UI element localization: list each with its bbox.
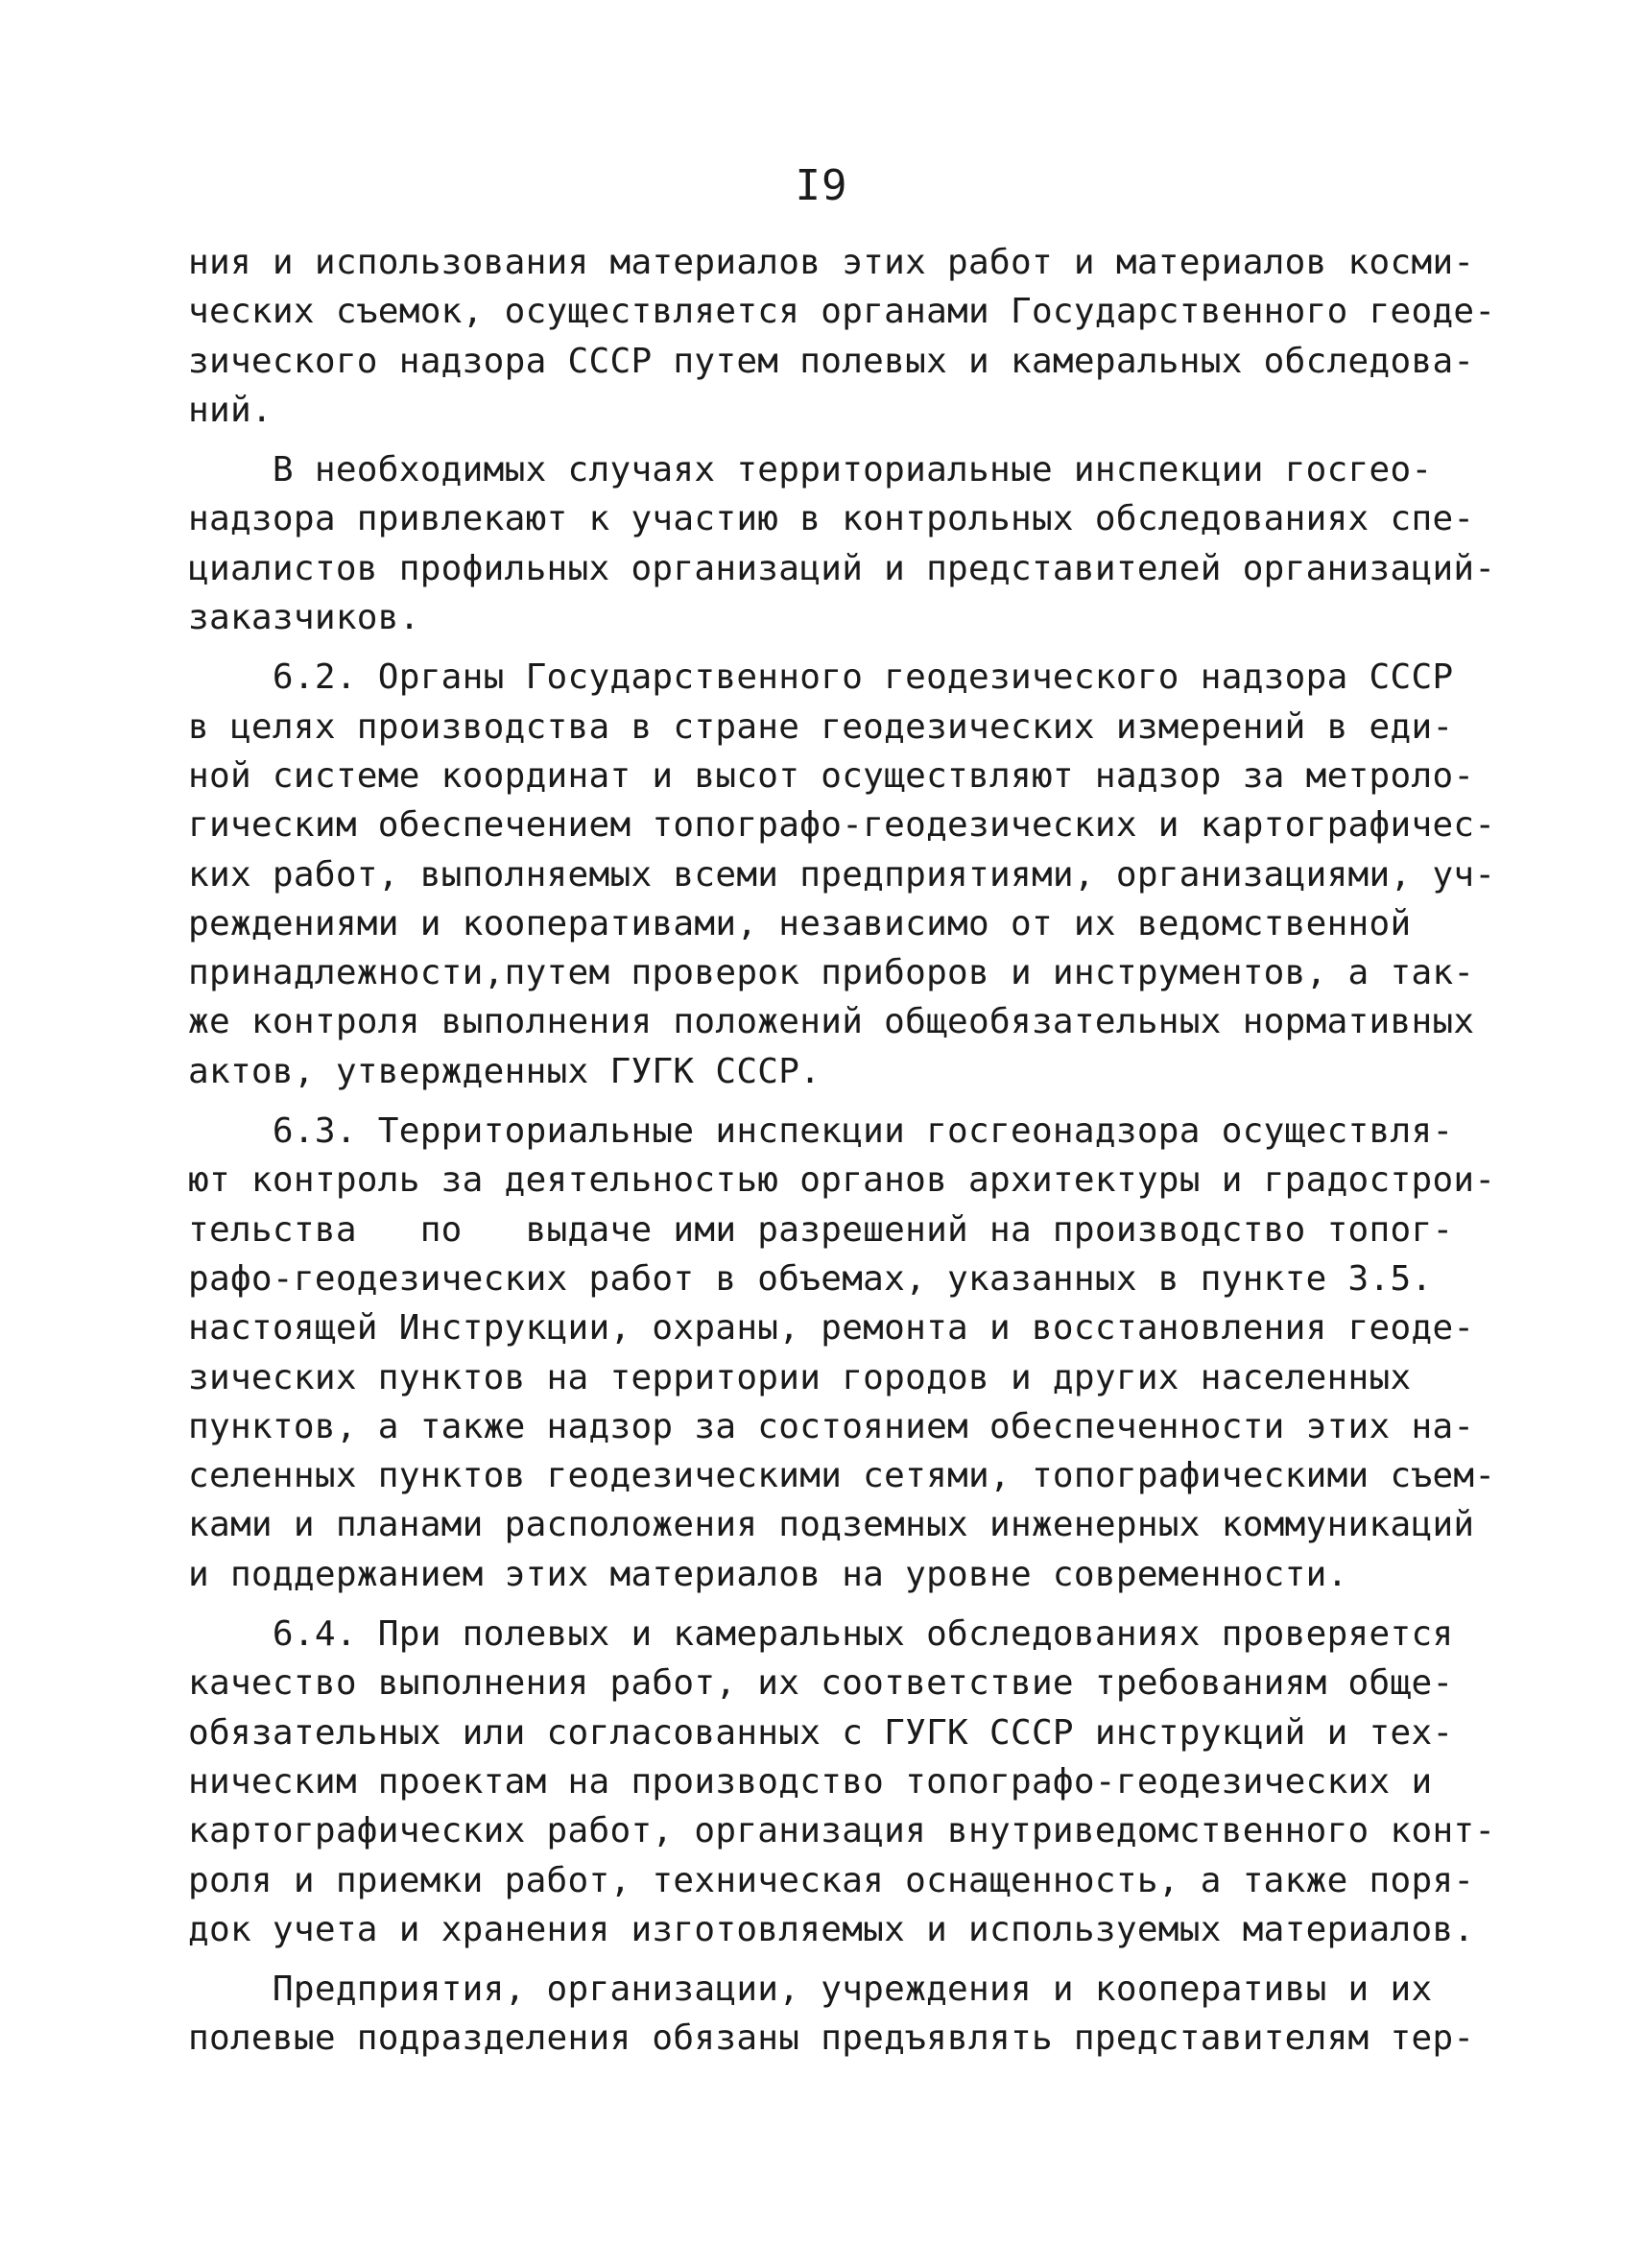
paragraph	[188, 653, 1496, 1096]
text-line: ют контроль за деятельностью органов архитектуры и градострои-	[188, 1160, 1496, 1201]
text-line: ний.	[188, 390, 273, 430]
paragraph-gap	[188, 1954, 1443, 1965]
text-line: принадлежности,путем проверок приборов и инструментов, а так-	[188, 953, 1475, 993]
text-line: зического надзора СССР путем полевых и камеральных обследова-	[188, 341, 1475, 381]
text-line: надзора привлекают к участию в контрольных обследованиях спе-	[188, 499, 1475, 539]
text-line: ческих съемок, осуществляется органами Государственного геоде-	[188, 292, 1496, 332]
text-line: настоящей Инструкции, охраны, ремонта и восстановления геоде-	[188, 1308, 1475, 1349]
text-line: ками и планами расположения подземных инженерных коммуникаций	[188, 1505, 1475, 1545]
text-line: В необходимых случаях территориальные инспекции госгео-	[188, 450, 1433, 490]
text-line: качество выполнения работ, их соответствие требованиям обще-	[188, 1663, 1454, 1704]
paragraph-gap	[188, 642, 1443, 653]
text-line: ких работ, выполняемых всеми предприятиями, организациями, уч-	[188, 854, 1496, 895]
text-line: циалистов профильных организаций и представителей организаций-	[188, 548, 1496, 588]
text-line: 6.2. Органы Государственного геодезического надзора СССР	[188, 657, 1454, 698]
text-line: полевые подразделения обязаны предъявлять представителям тер-	[188, 2018, 1475, 2059]
paragraph	[188, 1965, 1475, 2064]
text-line: селенных пунктов геодезическими сетями, топографическими съем-	[188, 1456, 1496, 1496]
text-line: актов, утвержденных ГУГК СССР.	[188, 1051, 822, 1091]
paragraph	[188, 238, 1496, 435]
text-line: 6.3. Территориальные инспекции госгеонадзора осуществля-	[188, 1111, 1454, 1152]
text-line: тельства по выдаче ими разрешений на производство топог-	[188, 1209, 1454, 1250]
text-line: заказчиков.	[188, 598, 420, 638]
text-line: и поддержанием этих материалов на уровне современности.	[188, 1554, 1348, 1594]
text-line: пунктов, а также надзор за состоянием обеспеченности этих на-	[188, 1406, 1475, 1446]
text-line: же контроля выполнения положений общеобязательных нормативных	[188, 1002, 1475, 1042]
paragraph	[188, 445, 1496, 642]
text-line: роля и приемки работ, техническая оснащенность, а также поря-	[188, 1860, 1475, 1900]
text-line: гическим обеспечением топографо-геодезических и картографичес-	[188, 805, 1496, 846]
text-line: обязательных или согласованных с ГУГК СССР инструкций и тех-	[188, 1712, 1454, 1753]
body-text	[188, 238, 1496, 2064]
text-line: ническим проектам на производство топографо-геодезических и	[188, 1761, 1433, 1802]
text-line: в целях производства в стране геодезических измерений в еди-	[188, 706, 1454, 747]
text-line: 6.4. При полевых и камеральных обследованиях проверяется	[188, 1614, 1454, 1655]
text-line: картографических работ, организация внутриведомственного конт-	[188, 1811, 1496, 1851]
text-line: зических пунктов на территории городов и других населенных	[188, 1357, 1412, 1397]
text-line: ной системе координат и высот осуществляют надзор за метроло-	[188, 755, 1475, 796]
paragraph	[188, 1107, 1496, 1599]
paragraph-gap	[188, 1599, 1443, 1610]
page-number: I9	[795, 161, 848, 210]
text-line: Предприятия, организации, учреждения и кооперативы и их	[188, 1970, 1433, 2010]
paragraph-gap	[188, 1096, 1443, 1107]
text-line: рафо-геодезических работ в объемах, указанных в пункте 3.5.	[188, 1258, 1433, 1299]
paragraph-gap	[188, 435, 1443, 445]
text-line: реждениями и кооперативами, независимо от их ведомственной	[188, 903, 1412, 943]
paragraph	[188, 1610, 1496, 1954]
text-line: док учета и хранения изготовляемых и используемых материалов.	[188, 1909, 1475, 1949]
text-line: ния и использования материалов этих работ и материалов косми-	[188, 243, 1475, 282]
